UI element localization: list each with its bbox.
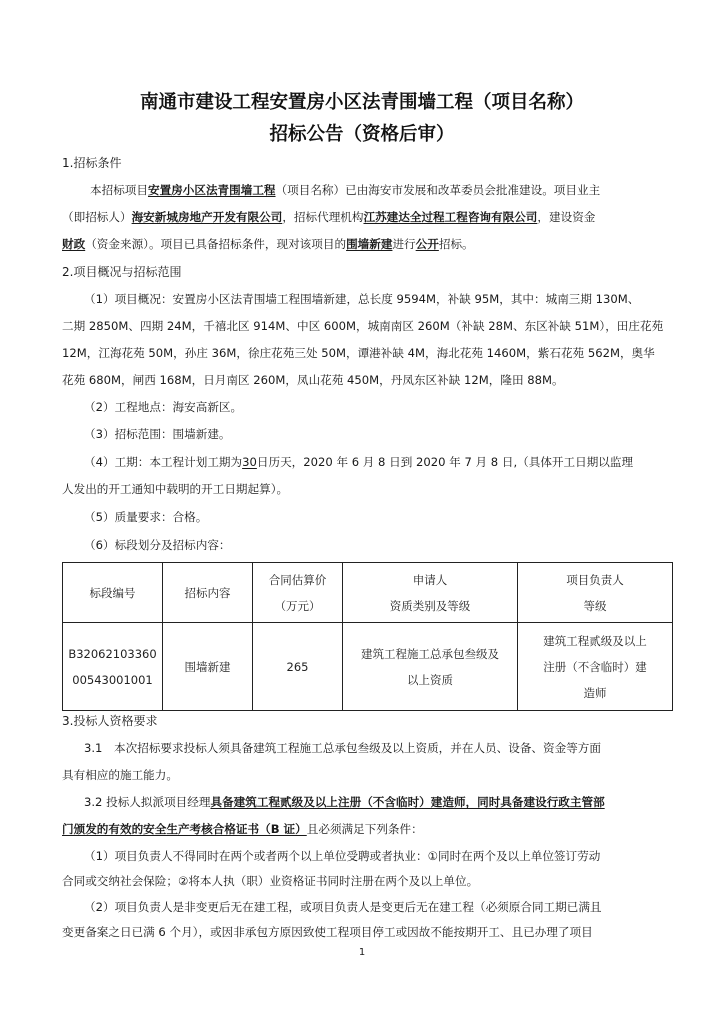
- document-subtitle: 招标公告（资格后审）: [269, 124, 455, 145]
- requirement-3-1-line-2: 具有相应的施工能力。: [62, 768, 178, 782]
- cell-bid-content: 围墙新建: [163, 623, 253, 711]
- fund-source: 财政: [62, 237, 86, 251]
- page-number: 1: [358, 947, 366, 958]
- overview-line-3: 12M，江海花苑 50M，孙庄 36M，徐庄花苑三处 50M，谭港补缺 4M，海北花苑 1460M，紫石花苑 562M，奥华: [62, 346, 655, 360]
- owner-name: 海安新城房地产开发有限公司: [131, 210, 283, 224]
- section-code-line-2: 00543001001: [72, 672, 153, 687]
- bid-scope: 围墙新建: [346, 237, 393, 251]
- construction-period-line-1: [84, 454, 672, 470]
- cell-section-code: [63, 623, 163, 711]
- manager-line-1: 建筑工程贰级及以上: [543, 633, 647, 648]
- bid-scope-line: （3）招标范围：围墙新建。: [84, 427, 231, 441]
- section-code-line-1: B32062103360: [68, 646, 157, 661]
- condition-1-line-2: 合同或交纳社会保险；②将本人执（职）业资格证书同时注册在两个及以上单位。: [62, 874, 479, 888]
- text-span: 日历天，2020 年 6 月 8 日到 2020 年 7 月 8 日,（具体开工日期以监理: [256, 455, 634, 469]
- project-name: 安置房小区法青围墙工程: [147, 183, 276, 197]
- construction-period-line-2: 人发出的开工通知中载明的开工日期起算）。: [62, 482, 289, 496]
- section-2-heading: 2.项目概况与招标范围: [62, 265, 182, 279]
- section-division-heading: （6）标段划分及招标内容：: [84, 538, 231, 552]
- header-applicant-line-2: 资质类别及等级: [389, 598, 471, 613]
- text-span: 3.2 投标人拟派项目经理: [84, 795, 211, 809]
- header-estimated-price: [253, 563, 343, 623]
- condition-2-line-1: （2）项目负责人是非变更后无在建工程，或项目负责人是变更后无在建工程（必须原合同工期已满且: [84, 900, 602, 914]
- header-manager: [518, 563, 673, 623]
- cell-manager: [518, 623, 673, 711]
- quality-requirement: （5）质量要求：合格。: [84, 510, 208, 524]
- text-span: 招标。: [438, 237, 474, 251]
- requirement-3-2-line-1: [84, 794, 672, 810]
- safety-certificate: 门颁发的有效的安全生产考核合格证书（B 证）: [62, 822, 307, 836]
- table-row: [63, 623, 673, 711]
- header-price-line-2: （万元）: [274, 598, 321, 613]
- condition-1-line-1: （1）项目负责人不得同时在两个或者两个以上单位受聘或者执业：①同时在两个及以上单位签订劳动: [84, 849, 601, 863]
- text-span: ，建设资金: [537, 210, 596, 224]
- text-span: 进行: [392, 237, 416, 251]
- section-1-paragraph-line-2: [62, 209, 672, 225]
- agent-name: 江苏建达全过程工程咨询有限公司: [363, 210, 538, 224]
- section-1-paragraph-line-1: [90, 182, 672, 198]
- period-days: 30: [242, 455, 257, 469]
- bid-method: 公开: [415, 237, 439, 251]
- text-span: ，招标代理机构: [282, 210, 364, 224]
- section-1-paragraph-line-3: [62, 236, 672, 252]
- cell-applicant: [343, 623, 518, 711]
- table-header-row: [63, 563, 673, 623]
- requirement-3-1-line-1: 3.1 本次招标要求投标人须具备建筑工程施工总承包叁级及以上资质，并在人员、设备、资金等方面: [84, 741, 601, 755]
- text-span: （4）工期：本工程计划工期为: [84, 455, 243, 469]
- condition-2-line-2: 变更备案之日已满 6 个月），或因非承包方原因致使工程项目停工或因故不能按期开工、且已办理了项目: [62, 925, 593, 939]
- text-span: （资金来源）。项目已具备招标条件，现对该项目的: [85, 237, 347, 251]
- section-1-heading: 1.招标条件: [62, 156, 122, 170]
- header-manager-line-1: 项目负责人: [566, 572, 624, 587]
- text-span: （即招标人）: [62, 210, 132, 224]
- document-title: 南通市建设工程安置房小区法青围墙工程（项目名称）: [139, 92, 584, 113]
- requirement-3-2-line-2: [62, 821, 672, 837]
- header-applicant-line-1: 申请人: [412, 572, 448, 587]
- overview-line-1: （1）项目概况：安置房小区法青围墙工程围墙新建，总长度 9594M，补缺 95M，其中：城南三期 130M、: [84, 292, 640, 306]
- bid-section-table: [62, 562, 673, 711]
- overview-line-4: 花苑 680M，闸西 168M，日月南区 260M，凤山花苑 450M，丹凤东区补缺 12M，隆田 88M。: [62, 373, 564, 387]
- overview-line-2: 二期 2850M、四期 24M，千禧北区 914M、中区 600M，城南南区 260M（补缺 28M、东区补缺 51M），田庄花苑: [62, 319, 664, 333]
- applicant-line-2: 以上资质: [407, 672, 453, 687]
- header-manager-line-2: 等级: [583, 598, 607, 613]
- text-span: 本招标项目: [90, 183, 148, 197]
- text-span: （项目名称）已由海安市发展和改革委员会批准建设。项目业主: [275, 183, 601, 197]
- project-location: （2）工程地点：海安高新区。: [84, 400, 243, 414]
- section-3-heading: 3.投标人资格要求: [62, 714, 158, 728]
- text-span: 且必须满足下列条件：: [306, 822, 423, 836]
- manager-line-2: 注册（不含临时）建: [543, 659, 647, 674]
- applicant-line-1: 建筑工程施工总承包叁级及: [361, 646, 499, 661]
- header-bid-content: 招标内容: [163, 563, 253, 623]
- header-section-code: 标段编号: [63, 563, 163, 623]
- cell-estimated-price: 265: [253, 623, 343, 711]
- header-applicant: [343, 563, 518, 623]
- manager-line-3: 造师: [583, 685, 607, 700]
- manager-qualification: 具备建筑工程贰级及以上注册（不含临时）建造师，同时具备建设行政主管部: [210, 795, 605, 809]
- header-price-line-1: 合同估算价: [268, 572, 327, 587]
